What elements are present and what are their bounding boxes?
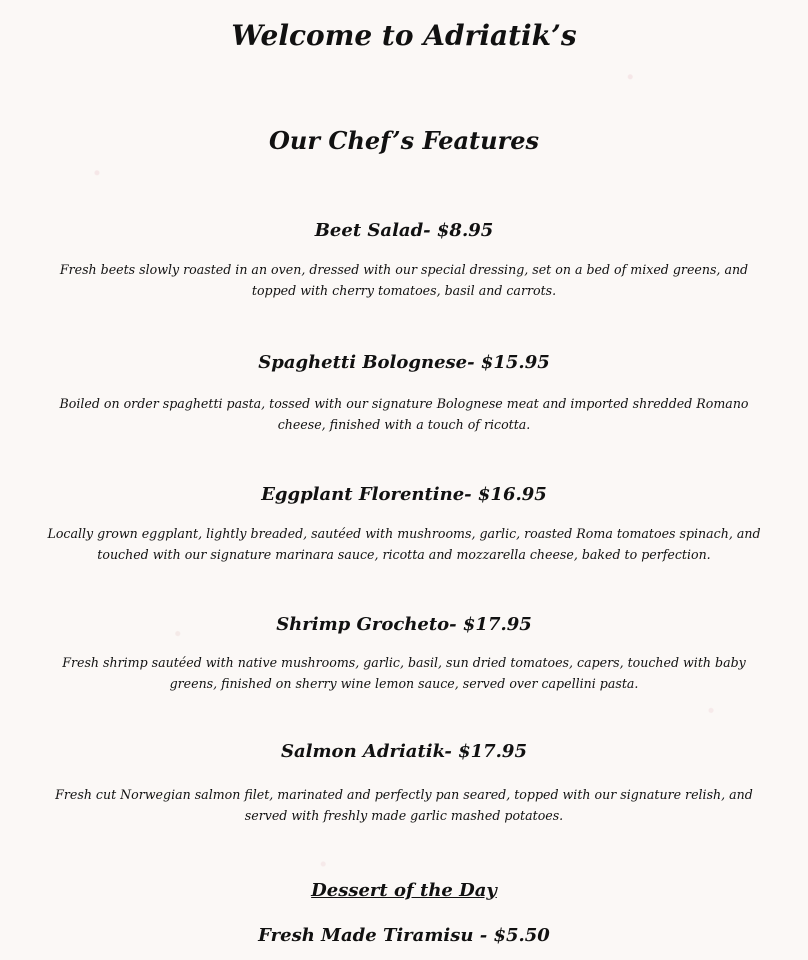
- description-line: served with freshly made garlic mashed potatoes.: [244, 808, 564, 823]
- description-line: Locally grown eggplant, lightly breaded, sautéed with mushrooms, garlic, roasted Roma tomatoes spinach, and: [47, 526, 761, 541]
- chef-features-heading: Our Chef’s Features: [269, 126, 539, 155]
- description-line: greens, finished on sherry wine lemon sauce, served over capellini pasta.: [169, 676, 639, 691]
- dish-description-spaghetti-bolognese: [0, 393, 808, 435]
- dish-description-eggplant-florentine: [0, 523, 808, 565]
- dish-title-shrimp-grocheto: Shrimp Grocheto- $17.95: [276, 614, 532, 635]
- description-line: Fresh cut Norwegian salmon filet, marinated and perfectly pan seared, topped with our signature relish, and: [55, 787, 753, 802]
- description-line: Fresh beets slowly roasted in an oven, dressed with our special dressing, set on a bed of mixed greens, and: [59, 262, 749, 277]
- dish-description-beet-salad: [0, 259, 808, 301]
- description-line: touched with our signature marinara sauce, ricotta and mozzarella cheese, baked to perfection.: [97, 547, 711, 562]
- dish-title-spaghetti-bolognese: Spaghetti Bolognese- $15.95: [258, 352, 550, 373]
- dish-title-beet-salad: Beet Salad- $8.95: [314, 220, 494, 241]
- dessert-heading: Dessert of the Day: [311, 880, 497, 901]
- dish-title-eggplant-florentine: Eggplant Florentine- $16.95: [261, 484, 547, 505]
- welcome-heading: Welcome to Adriatik’s: [231, 19, 577, 52]
- description-line: topped with cherry tomatoes, basil and carrots.: [251, 283, 557, 298]
- dish-title-salmon-adriatik: Salmon Adriatik- $17.95: [281, 741, 527, 762]
- dessert-item: Fresh Made Tiramisu - $5.50: [258, 925, 550, 946]
- description-line: cheese, finished with a touch of ricotta.: [277, 417, 531, 432]
- dish-description-shrimp-grocheto: [0, 652, 808, 694]
- description-line: Fresh shrimp sautéed with native mushrooms, garlic, basil, sun dried tomatoes, capers, touched with baby: [62, 655, 746, 670]
- description-line: Boiled on order spaghetti pasta, tossed with our signature Bolognese meat and imported shredded Romano: [59, 396, 749, 411]
- dish-description-salmon-adriatik: [0, 784, 808, 826]
